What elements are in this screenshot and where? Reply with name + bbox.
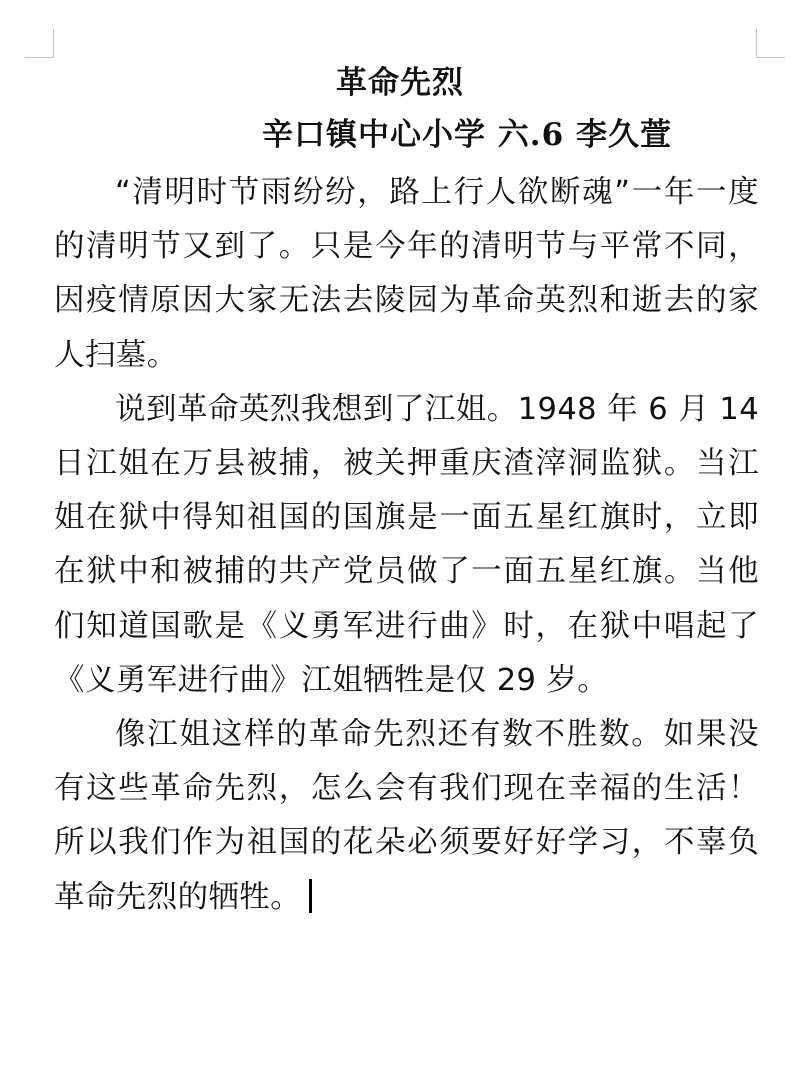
paragraph-3-text: 像江姐这样的革命先烈还有数不胜数。如果没有这些革命先烈，怎么会有我们现在幸福的生活！所以我们作为祖国的花朵必须要好好学习，不辜负革命先烈的牺牲。 <box>54 717 759 915</box>
text-cursor <box>309 879 312 913</box>
page-corner-mark-top-left <box>25 29 54 58</box>
paragraph-2 <box>54 383 759 708</box>
page-corner-mark-top-right <box>756 29 785 58</box>
paragraph-2-text: 说到革命英烈我想到了江姐。1948 年 6 月 14 日江姐在万县被捕，被关押重庆渣滓洞监狱。当江姐在狱中得知祖国的国旗是一面五星红旗时，立即在狱中和被捕的共产党员做了一面五星红旗。当他们知道国歌是《义勇军进行曲》时，在狱中唱起了《义勇军进行曲》江姐牺牲是仅 29 岁。 <box>54 391 759 698</box>
paragraph-1 <box>54 166 759 383</box>
paragraph-3 <box>54 708 759 925</box>
paragraph-1-text: “清明时节雨纷纷，路上行人欲断魂”一年一度的清明节又到了。只是今年的清明节与平常不同，因疫情原因大家无法去陵园为革命英烈和逝去的家人扫墓。 <box>54 175 759 373</box>
author-byline: 辛口镇中心小学 六.6 李久萱 <box>262 117 672 153</box>
document-body[interactable] <box>54 166 759 925</box>
page-title: 革命先烈 <box>336 65 464 101</box>
